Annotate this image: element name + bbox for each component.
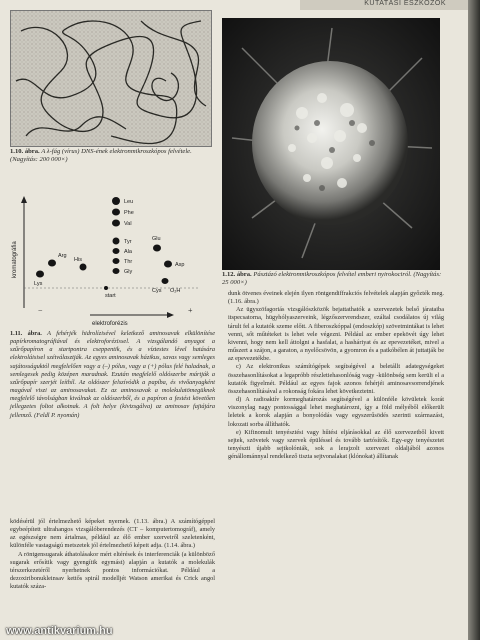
- body-column-left: [10, 518, 215, 591]
- figure-1-11-text: A fehérjék hidrolízisével keletkező aminosavak elkülönítése papírkromatográfiával és elektroforézissel. A vizsgálandó anyagot a szűrőpapíron a startpontra cseppentik, és a víztestes lével hatására elektroláisisel szétválasztják. Az egyes aminosavak házikus, savas vagy semleges sajátosságuktól megfelelően vagy a (–) pólus, vagy a (+) pólus felé haladnak, a semlegesek pedig középen maradnak. Ezután megfelelő oldószerbe mártják a szűrőpapír szerjét leíthíl. Az oldószer felszívódik a papíba, és vivőanyagként magával viszi az aminosavakat. Ez az aminosavak a molekulatömegüknek megfelelő távolságban kiválnak az oldószerből, és a papíron a festést követően jellegzetes foltot alkotnak. A folt helye (kivizsgálva) az aminosav fajtájára jellemző. (Feldl P. nyomán): [10, 330, 215, 419]
- spot-arg: [48, 260, 56, 267]
- figure-1-12-sem-image: [222, 18, 440, 270]
- figure-1-10-label: 1.10. ábra.: [10, 148, 40, 155]
- paragraph: dunk ötvenes éveinek elején ilyen röntgendiffrakciós felvételek alapján győzték meg. (1.16. ábra.): [228, 290, 444, 306]
- label-leu: Leu: [124, 199, 134, 205]
- figure-1-10-micrograph: [10, 10, 212, 147]
- start-label: start: [105, 293, 116, 299]
- figure-1-12-label: 1.12. ábra.: [222, 271, 252, 278]
- figure-1-10-text: A λ-fág (vírus) DNS-ének elektronmikroszkópos felvétele. (Nagyítás: 200 000×): [10, 148, 192, 164]
- paragraph: ködésérül jól értelmezhető képeket nyernek. (1.13. ábra.) A számítógéppel egybeépített ultrahangos vizsgálóberendezés (CT – komputertomográf), amely az egészségre nem ártalmas, például az élő ember szerveiről szeletenként, különféle vastagságú metszetek jól értelmezhető képeit adja. (1.14. ábra.): [10, 518, 215, 550]
- label-o2h: O₂H: [170, 288, 181, 294]
- paragraph: c) Az elektronikus számítógépek segítségével a beletállt adategységeket összehasonlításokat a legapróbb részletiehasonlóság vagy -különbség sem kerüli el a kutatók figyelmét. Például az egyes fajok azonos fehérjéi aminosavsorrendjének összehasonlításával a rokonság fokára lehet következtetni.: [228, 363, 444, 395]
- label-cys: Cys: [152, 288, 162, 294]
- spot-val: [112, 220, 120, 227]
- spot-his: [80, 264, 87, 271]
- start-point: [104, 286, 108, 290]
- spot-gly: [113, 268, 120, 274]
- paragraph: A röntgensugarak áthatolásakor mért eltérések és interferenciák (a különböző sugarak erősítik vagy gyengítik egymást) alapján a kutatók a molekulák térszerkezetéről nyerhetnek pontos információkat. Például a dezoxiribonukleinsav kettős spirál modelljét Watson amerikai és Crick angol kutatók száza-: [10, 550, 215, 591]
- paragraph: d) A radioaktív kormeghatározás segítségével a különféle kövületek korát viszonylag nagy pontossággal lehet meghatározni, így a föld mélyéből előkerült leletek a korok alapján a bonyolódás vagy egyszerűsödés szerinti származást, lokozati sorba állíthatók.: [228, 396, 444, 428]
- y-axis-label: kromatográfia: [12, 241, 18, 278]
- label-ala: Ala: [124, 249, 132, 255]
- x-axis-label: elektroforézis: [92, 321, 128, 327]
- x-axis-arrow: [167, 312, 174, 318]
- label-lys: Lys: [34, 281, 43, 287]
- label-tyr: Tyr: [124, 239, 132, 245]
- label-thr: Thr: [124, 259, 133, 265]
- figure-1-11-diagram: [10, 188, 210, 327]
- spot-cys: [162, 278, 169, 284]
- label-his: His: [74, 257, 82, 263]
- lymphocyte-image: [222, 18, 440, 270]
- figure-1-11-label: 1.11. ábra.: [10, 330, 42, 337]
- running-header-bar: [300, 0, 468, 10]
- spot-asp: [164, 261, 172, 268]
- page-edge-shadow: [468, 0, 480, 640]
- spot-tyr: [113, 238, 120, 245]
- spot-phe: [112, 209, 120, 216]
- label-arg: Arg: [58, 253, 67, 259]
- label-phe: Phe: [124, 210, 134, 216]
- label-gly: Gly: [124, 269, 133, 275]
- dna-strands-image: [11, 11, 211, 146]
- running-header: KUTATÁSI ESZKÖZÖK: [364, 0, 446, 7]
- paragraph: Az ügyszöfagoriás vizsgálószközök bejattathatók a szervezetek belső járataiba itspecsatorna, hügyhólyaszerveink, légzőszervrendszer, ezáltal csodálatos új világ tárult fel a kutatók szeme előtt. A fiberoszkóppal (endoszkóp) szövetmintákat is lehet venni, sőt műtéteket is lehet vele végezni. Például az ember epekövét úgy lehet kivenni, hogy nem kell áttolgni a hasfalat, a hasháriyat és az epevezetéket, mivel a műszert a szájon, a garaton, a nyelőcsövön, a gyomron és a patkóbélen át juttatják be az epevezetékbe.: [228, 306, 444, 363]
- figure-1-11-caption: [10, 330, 215, 420]
- paragraph: e) Kifinomult tenyésztési vagy hűtési eljárásokkal az élő szervezetből kivett sejtek, szövetek vagy szervek épüléssel és tovább tartósítók. Egy-egy tenyészetet tenyészti újabb sejtkolóniák, sok a lerajzolt szervezet oldaljából azonos génállománnyal rendelkező tiszta sejtvonalakat (klónokat) állítanak: [228, 428, 444, 461]
- label-glu: Glu: [152, 236, 161, 242]
- watermark: www.antikvarium.hu: [6, 625, 113, 637]
- spot-lys: [36, 271, 44, 278]
- spot-ala: [113, 248, 120, 254]
- figure-1-12-caption: [222, 271, 444, 287]
- chromatography-diagram: [10, 188, 210, 327]
- y-axis-arrow: [21, 196, 27, 203]
- body-column-right: [228, 290, 444, 461]
- label-asp: Asp: [175, 262, 185, 268]
- spot-leu: [112, 197, 120, 205]
- figure-1-10-caption: [10, 148, 215, 164]
- plus-pole: +: [188, 306, 193, 315]
- figure-1-12-text: Pásztázó elektronmikroszkópos felvétel emberi nyirokociról. (Nagyítás: 25 000×): [222, 271, 442, 287]
- label-val: Val: [124, 221, 132, 227]
- spot-glu: [153, 245, 161, 252]
- minus-pole: −: [38, 306, 43, 315]
- spot-thr: [113, 258, 120, 264]
